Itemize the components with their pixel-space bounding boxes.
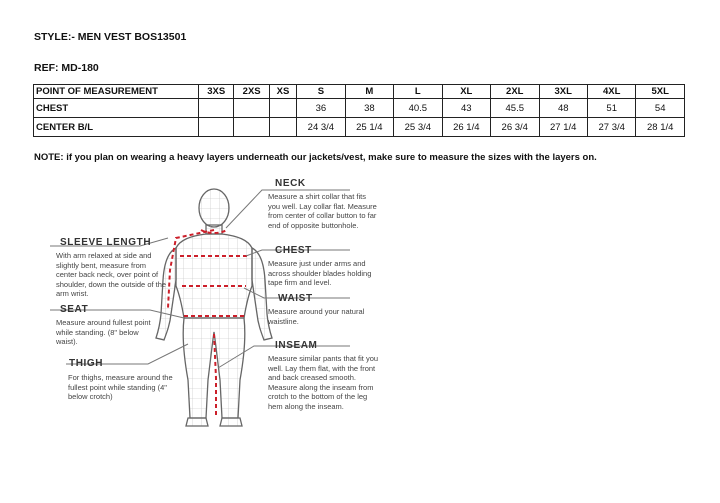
header-cell: XS [269, 85, 296, 99]
table-cell [234, 99, 269, 118]
header-cell: 2XL [491, 85, 539, 99]
table-cell: 25 1/4 [345, 118, 393, 137]
reference-number: REF: MD-180 [34, 62, 99, 74]
header-cell: XL [442, 85, 490, 99]
neck-instructions: Measure a shirt collar that fits you well. Lay collar flat. Measure from center of collar button to far end of opposite buttonhole. [268, 192, 377, 230]
sleeve-length-title: SLEEVE LENGTH [60, 237, 152, 248]
header-cell: 2XS [234, 85, 269, 99]
table-cell: 43 [442, 99, 490, 118]
seat-title: SEAT [60, 304, 89, 315]
inseam-instructions: Measure similar pants that fit you well. Lay them flat, with the front and back creased smooth. Measure along the inseam from crotch to the bottom of the leg hem along the inseam. [268, 354, 379, 411]
style-title: STYLE:- MEN VEST BOS13501 [34, 31, 187, 43]
header-cell: L [394, 85, 442, 99]
table-cell: 54 [636, 99, 685, 118]
table-cell: 27 3/4 [587, 118, 635, 137]
table-cell [199, 118, 234, 137]
chest-instructions: Measure just under arms and across shoulder blades holding tape firm and level. [268, 259, 372, 288]
table-cell: 26 1/4 [442, 118, 490, 137]
neck-title: NECK [275, 178, 306, 189]
header-cell: M [345, 85, 393, 99]
header-cell: 4XL [587, 85, 635, 99]
seat-instructions: Measure around fullest point while standing. (8" below waist). [56, 318, 151, 347]
waist-title: WAIST [278, 293, 313, 304]
table-row [34, 118, 685, 137]
table-cell: 24 3/4 [297, 118, 345, 137]
table-header-row [34, 85, 685, 99]
header-cell: 3XL [539, 85, 587, 99]
table-cell: 27 1/4 [539, 118, 587, 137]
table-cell: 28 1/4 [636, 118, 685, 137]
thigh-instructions: For thighs, measure around the fullest point while standing (4" below crotch) [68, 373, 173, 402]
header-cell: POINT OF MEASUREMENT [34, 85, 199, 99]
header-cell: 5XL [636, 85, 685, 99]
table-cell: 48 [539, 99, 587, 118]
table-cell: 45.5 [491, 99, 539, 118]
table-cell [199, 99, 234, 118]
table-cell [234, 118, 269, 137]
chest-title: CHEST [275, 245, 312, 256]
inseam-title: INSEAM [275, 340, 318, 351]
row-label: CENTER B/L [34, 118, 199, 137]
row-label: CHEST [34, 99, 199, 118]
table-row [34, 99, 685, 118]
waist-instructions: Measure around your natural waistline. [268, 307, 365, 326]
header-cell: 3XS [199, 85, 234, 99]
table-cell: 40.5 [394, 99, 442, 118]
table-cell: 25 3/4 [394, 118, 442, 137]
header-cell: S [297, 85, 345, 99]
table-cell: 51 [587, 99, 635, 118]
table-cell [269, 118, 296, 137]
layering-note: NOTE: if you plan on wearing a heavy layers underneath our jackets/vest, make sure to measure the sizes with the layers on. [34, 152, 597, 163]
table-cell [269, 99, 296, 118]
table-cell: 36 [297, 99, 345, 118]
table-cell: 26 3/4 [491, 118, 539, 137]
table-cell: 38 [345, 99, 393, 118]
sleeve-length-instructions: With arm relaxed at side and slightly bent, measure from center back neck, over point of shoulder, down the outside of the arm wrist. [56, 251, 167, 299]
thigh-title: THIGH [69, 358, 104, 369]
size-chart-table [33, 84, 685, 137]
